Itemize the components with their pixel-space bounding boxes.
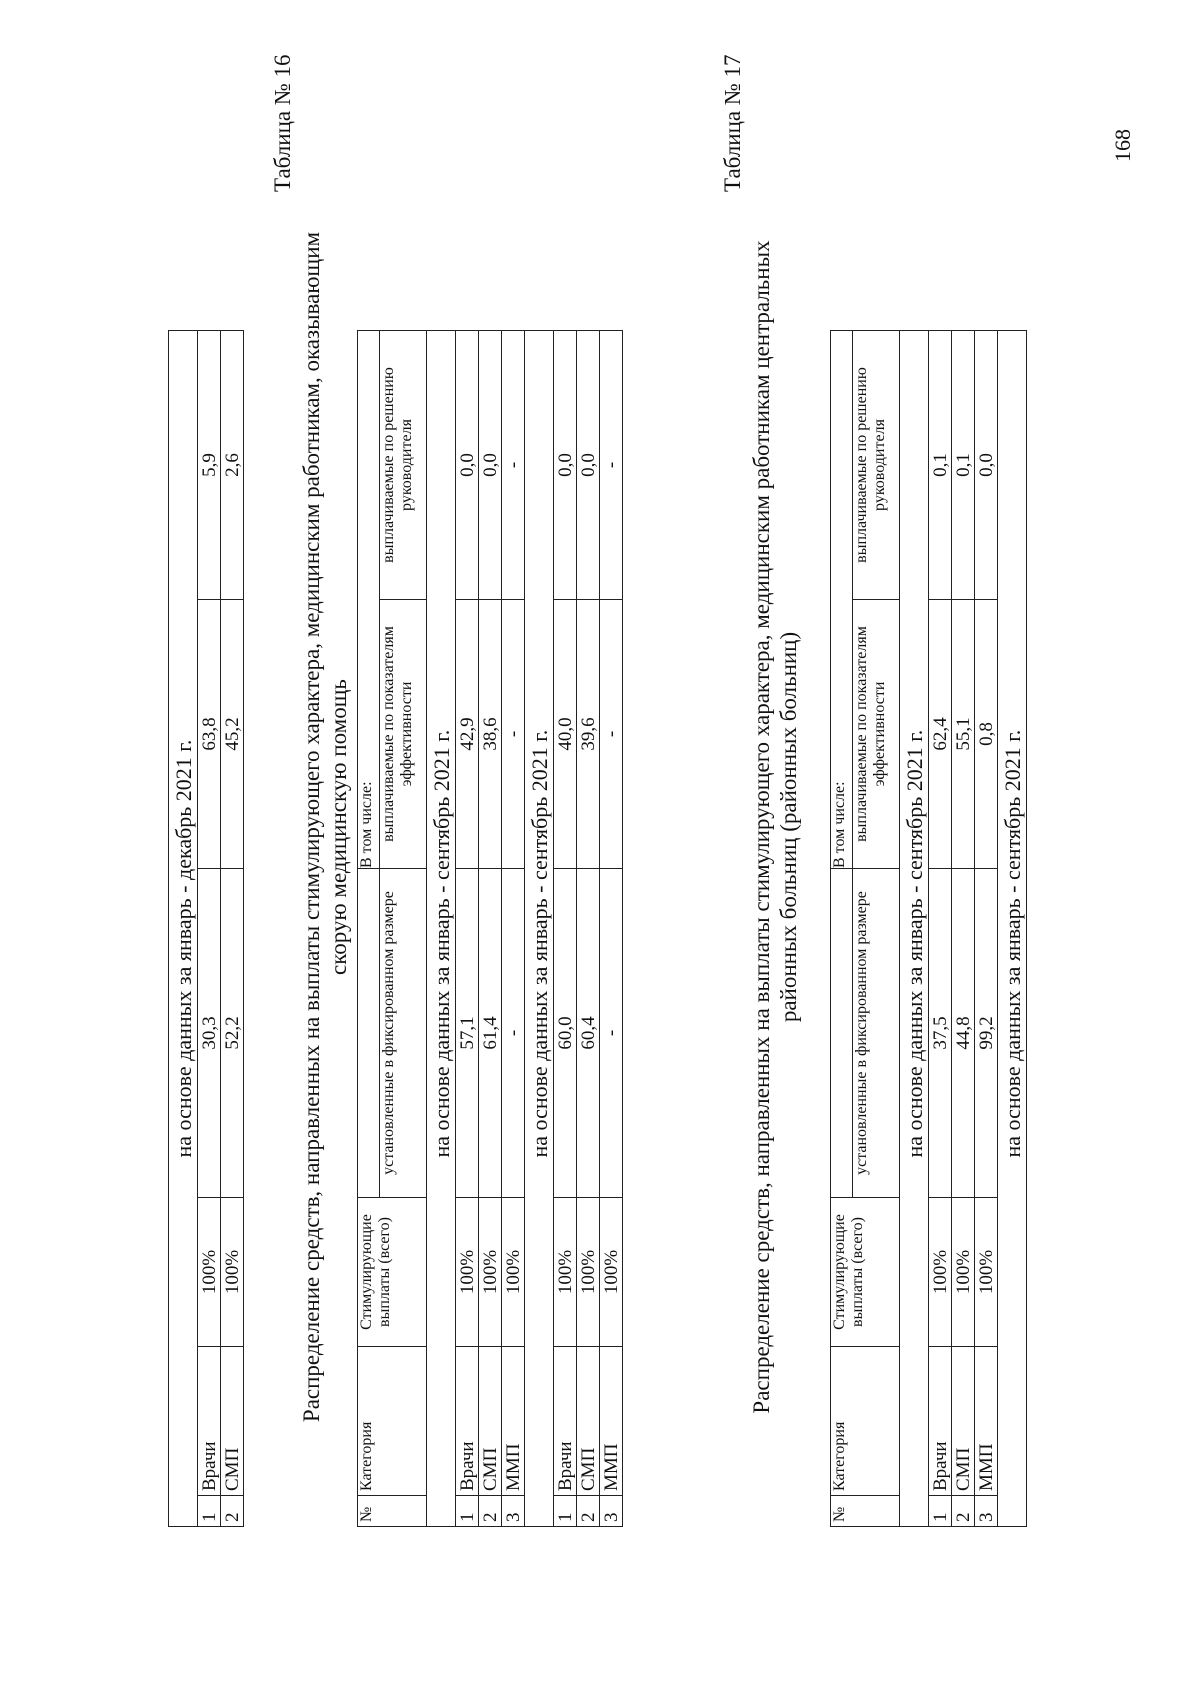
- row-efficiency: 38,6: [479, 600, 502, 869]
- period-label: на основе данных за январь - сентябрь 2021 г.: [525, 331, 554, 1198]
- table-row: [221, 331, 244, 1527]
- row-fixed: 44,8: [952, 869, 975, 1198]
- header-decision: выплачиваемые по решению руководителя: [853, 331, 900, 600]
- row-decision: 0,0: [456, 331, 479, 600]
- row-fixed: 60,0: [554, 869, 577, 1198]
- row-category: ММП: [600, 1347, 623, 1496]
- row-decision: 0,0: [479, 331, 502, 600]
- header-row: [831, 331, 853, 1527]
- period-label: на основе данных за январь - сентябрь 2021 г.: [900, 331, 929, 1198]
- row-category: Врачи: [456, 1347, 479, 1496]
- table-row: [600, 331, 623, 1527]
- row-fixed: -: [502, 869, 525, 1198]
- row-fixed: 60,4: [577, 869, 600, 1198]
- row-decision: 0,1: [929, 331, 952, 600]
- row-category: Врачи: [929, 1347, 952, 1496]
- row-efficiency: 55,1: [952, 600, 975, 869]
- header-row: [358, 331, 380, 1527]
- table-row: [554, 331, 577, 1527]
- table-row: [929, 331, 952, 1527]
- row-decision: 0,0: [975, 331, 998, 600]
- table-title-line: Распределение средств, направленных на выплаты стимулирующего характера, медицинским работникам центральных: [749, 240, 774, 1414]
- row-fixed: 52,2: [221, 869, 244, 1198]
- row-decision: 0,1: [952, 331, 975, 600]
- header-total: Стимулирующие выплаты (всего): [358, 1198, 427, 1347]
- table-row: [456, 331, 479, 1527]
- row-total: 100%: [577, 1198, 600, 1347]
- row-num: 2: [952, 1496, 975, 1527]
- header-including: В том числе:: [831, 331, 853, 869]
- period-row: [169, 331, 198, 1527]
- table-16: [357, 330, 623, 1527]
- header-efficiency: выплачиваемые по показателям эффективности: [853, 600, 900, 869]
- row-decision: -: [600, 331, 623, 600]
- header-category: Категория: [831, 1347, 900, 1496]
- row-fixed: 57,1: [456, 869, 479, 1198]
- row-fixed: -: [600, 869, 623, 1198]
- header-total: Стимулирующие выплаты (всего): [831, 1198, 900, 1347]
- row-fixed: 61,4: [479, 869, 502, 1198]
- row-decision: 5,9: [198, 331, 221, 600]
- row-num: 1: [198, 1496, 221, 1527]
- table-title-line: скорую медицинскую помощь: [326, 679, 351, 975]
- row-category: СМП: [577, 1347, 600, 1496]
- row-num: 3: [975, 1496, 998, 1527]
- row-category: ММП: [975, 1347, 998, 1496]
- period-row: [900, 331, 929, 1527]
- row-num: 1: [456, 1496, 479, 1527]
- table-title: [298, 107, 352, 1547]
- row-total: 100%: [221, 1198, 244, 1347]
- header-decision: выплачиваемые по решению руководителя: [380, 331, 427, 600]
- row-total: 100%: [456, 1198, 479, 1347]
- row-efficiency: 0,8: [975, 600, 998, 869]
- row-category: ММП: [502, 1347, 525, 1496]
- table-row: [577, 331, 600, 1527]
- row-efficiency: 62,4: [929, 600, 952, 869]
- row-category: Врачи: [554, 1347, 577, 1496]
- row-efficiency: 39,6: [577, 600, 600, 869]
- row-efficiency: -: [502, 600, 525, 869]
- row-num: 3: [502, 1496, 525, 1527]
- top-table: [168, 330, 244, 1527]
- row-num: 2: [479, 1496, 502, 1527]
- table-row: [952, 331, 975, 1527]
- row-decision: 0,0: [554, 331, 577, 600]
- period-row: [998, 331, 1027, 1527]
- row-efficiency: 40,0: [554, 600, 577, 869]
- row-total: 100%: [952, 1198, 975, 1347]
- row-fixed: 37,5: [929, 869, 952, 1198]
- table-number: Таблица № 16: [270, 54, 295, 192]
- row-decision: 0,0: [577, 331, 600, 600]
- row-fixed: 30,3: [198, 869, 221, 1198]
- header-category: Категория: [358, 1347, 427, 1496]
- header-fixed: установленные в фиксированном размере: [380, 869, 427, 1198]
- period-label: на основе данных за январь - сентябрь 2021 г.: [427, 331, 456, 1198]
- table-number: Таблица № 17: [720, 54, 745, 192]
- table-row: [502, 331, 525, 1527]
- row-num: 2: [577, 1496, 600, 1527]
- row-num: 3: [600, 1496, 623, 1527]
- row-decision: 2,6: [221, 331, 244, 600]
- table-row: [198, 331, 221, 1527]
- page-number: 168: [1110, 129, 1135, 162]
- row-efficiency: 42,9: [456, 600, 479, 869]
- row-total: 100%: [198, 1198, 221, 1347]
- row-total: 100%: [929, 1198, 952, 1347]
- table-row: [479, 331, 502, 1527]
- table-title-line: районных больниц (районных больниц): [776, 631, 801, 1023]
- table-17: [830, 330, 1027, 1527]
- header-num: №: [358, 1496, 427, 1527]
- row-efficiency: 63,8: [198, 600, 221, 869]
- row-decision: -: [502, 331, 525, 600]
- table-title: [748, 107, 802, 1547]
- header-efficiency: выплачиваемые по показателям эффективности: [380, 600, 427, 869]
- row-total: 100%: [975, 1198, 998, 1347]
- row-total: 100%: [502, 1198, 525, 1347]
- row-category: СМП: [479, 1347, 502, 1496]
- row-total: 100%: [479, 1198, 502, 1347]
- row-num: 1: [554, 1496, 577, 1527]
- row-num: 2: [221, 1496, 244, 1527]
- header-num: №: [831, 1496, 900, 1527]
- row-total: 100%: [554, 1198, 577, 1347]
- period-row: [525, 331, 554, 1527]
- row-category: СМП: [952, 1347, 975, 1496]
- row-num: 1: [929, 1496, 952, 1527]
- period-row: [427, 331, 456, 1527]
- row-efficiency: -: [600, 600, 623, 869]
- row-category: СМП: [221, 1347, 244, 1496]
- period-label: на основе данных за январь - сентябрь 2021 г.: [998, 331, 1027, 1198]
- row-fixed: 99,2: [975, 869, 998, 1198]
- period-label: на основе данных за январь - декабрь 2021 г.: [169, 331, 198, 1198]
- table-title-line: Распределение средств, направленных на выплаты стимулирующего характера, медицинским работникам, оказывающим: [299, 231, 324, 1423]
- table-row: [975, 331, 998, 1527]
- row-category: Врачи: [198, 1347, 221, 1496]
- row-efficiency: 45,2: [221, 600, 244, 869]
- header-including: В том числе:: [358, 331, 380, 869]
- header-fixed: установленные в фиксированном размере: [853, 869, 900, 1198]
- row-total: 100%: [600, 1198, 623, 1347]
